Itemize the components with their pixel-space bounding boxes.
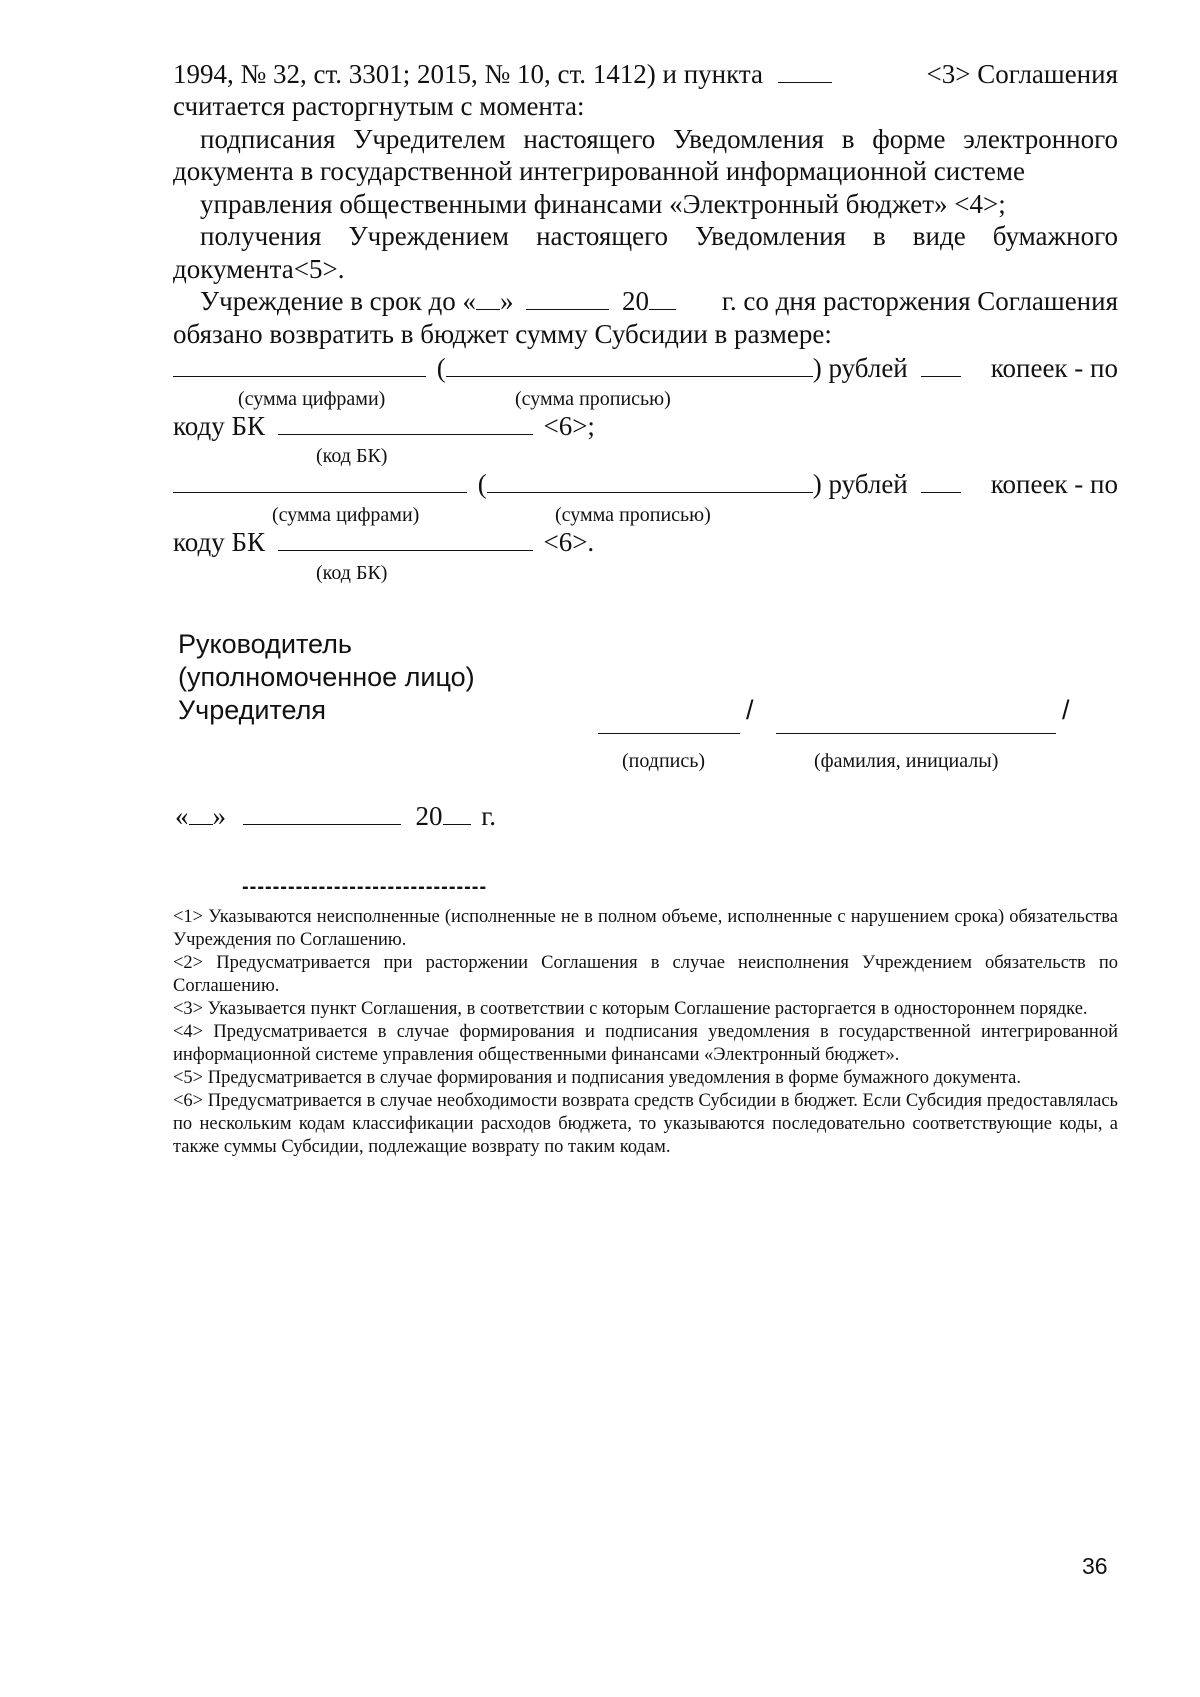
budget-code-line — [173, 410, 595, 442]
amount-line — [173, 352, 1118, 384]
name-label: (фамилия, инициалы) — [814, 750, 999, 772]
date-quote-open: « — [175, 801, 189, 831]
amount-words-field[interactable] — [487, 470, 813, 493]
text-line-2: считается расторгнутым с момента: — [173, 91, 585, 121]
signature-slash-1: / — [746, 695, 754, 725]
amount-words-field[interactable] — [446, 354, 813, 377]
amount-rubles-label: ) рублей — [812, 469, 908, 499]
text-line-5: управления общественными финансами «Электронный бюджет» <4>; — [200, 189, 1006, 219]
budget-code-prefix: коду БК — [173, 411, 265, 441]
amount-words-label: (сумма прописью) — [555, 504, 711, 526]
budget-code-prefix: коду БК — [173, 527, 265, 557]
amount-line — [173, 468, 1118, 500]
footnote-item-1: <1> Указываются неисполненные (исполненные не в полном объеме, исполненные с нарушением срока) обязательства Учреждения по Соглашению. — [173, 907, 1118, 950]
signer-role-line-3: Учредителя — [178, 695, 327, 725]
date-quote-close: » — [212, 801, 226, 831]
kopeks-field[interactable] — [921, 354, 961, 377]
signature-label: (подпись) — [622, 750, 706, 772]
clause-blank[interactable] — [778, 60, 832, 83]
text-line-1-end: <3> Соглашения — [926, 59, 1118, 89]
footnote-item-3: <3> Указывается пункт Соглашения, в соответствии с которым Соглашение расторгается в одностороннем порядке. — [173, 999, 1088, 1019]
page-number: 36 — [1082, 1553, 1108, 1579]
kopeks-label: копеек - по — [990, 469, 1118, 499]
text-line-9: обязано возвратить в бюджет сумму Субсидии в размере: — [173, 319, 832, 349]
date-year-suffix: г. — [481, 801, 497, 831]
amount-rubles-label: ) рублей — [812, 353, 908, 383]
footnote-item-6: <6> Предусматривается в случае необходимости возврата средств Субсидии в бюджет. Если Субсидия предоставлялась по нескольким кодам классификации расходов бюджета, то указываются последовательно соответствующие коды, а также суммы Субсидии, подлежащие возврату по таким кодам. — [173, 1091, 1118, 1157]
footnote-item-5: <5> Предусматривается в случае формирования и подписания уведомления в форме бумажного документа. — [173, 1068, 1021, 1088]
text-line-7: документа<5>. — [173, 254, 345, 284]
deadline-year-prefix: 20 — [622, 286, 650, 316]
text-line-6: получения Учреждением настоящего Уведомления в виде бумажного — [200, 221, 1118, 251]
text-line-4: документа в государственной интегрированной информационной системе — [173, 156, 1025, 186]
signature-field[interactable] — [598, 733, 740, 734]
amount-words-label: (сумма прописью) — [515, 388, 671, 410]
amount-digits-label: (сумма цифрами) — [272, 504, 420, 526]
deadline-prefix: Учреждение в срок до « — [200, 286, 477, 316]
amount-open-paren: ( — [477, 469, 487, 499]
amount-digits-label: (сумма цифрами) — [238, 388, 386, 410]
budget-code-label: (код БК) — [316, 562, 388, 584]
footnote-item-2: <2> Предусматривается при расторжении Соглашения в случае неисполнения Учреждением обязательств по Соглашению. — [173, 953, 1118, 996]
date-year-field[interactable] — [443, 802, 471, 825]
amount-digits-field[interactable] — [173, 470, 467, 493]
date-month-field[interactable] — [243, 802, 401, 825]
budget-code-line — [173, 526, 594, 558]
signature-slash-2: / — [1062, 695, 1070, 725]
kopeks-field[interactable] — [921, 470, 961, 493]
footnote-item-4: <4> Предусматривается в случае формирования и подписания уведомления в государственной интегрированной информационной системе управления общественными финансами «Электронный бюджет». — [173, 1022, 1118, 1065]
text-line-3: подписания Учредителем настоящего Уведомления в форме электронного — [200, 124, 1118, 154]
budget-code-suffix: <6>; — [543, 411, 595, 441]
footnote-list — [173, 906, 1118, 1159]
kopeks-label: копеек - по — [990, 353, 1118, 383]
name-field[interactable] — [776, 733, 1056, 734]
amount-digits-field[interactable] — [173, 354, 426, 377]
date-day-field[interactable] — [189, 802, 213, 825]
deadline-day-blank[interactable] — [476, 287, 500, 310]
signer-role-line-1: Руководитель — [178, 629, 352, 659]
deadline-month-blank[interactable] — [526, 287, 609, 310]
budget-code-field[interactable] — [278, 412, 533, 435]
text-line-1 — [173, 58, 1118, 90]
deadline-quote-close: » — [500, 286, 514, 316]
budget-code-suffix: <6>. — [543, 527, 595, 557]
footnote-separator: -------------------------------- — [242, 876, 488, 898]
date-line — [175, 800, 496, 832]
text-line-8 — [200, 285, 1118, 317]
budget-code-field[interactable] — [278, 528, 533, 551]
deadline-year-blank[interactable] — [649, 287, 676, 310]
text-line-1-start: 1994, № 32, ст. 3301; 2015, № 10, ст. 1412) и пункта — [173, 59, 763, 89]
deadline-suffix: г. со дня расторжения Соглашения — [721, 286, 1118, 316]
date-year-prefix: 20 — [415, 801, 443, 831]
budget-code-label: (код БК) — [316, 445, 388, 467]
signer-role-line-2: (уполномоченное лицо) — [178, 662, 475, 692]
amount-open-paren: ( — [436, 353, 446, 383]
